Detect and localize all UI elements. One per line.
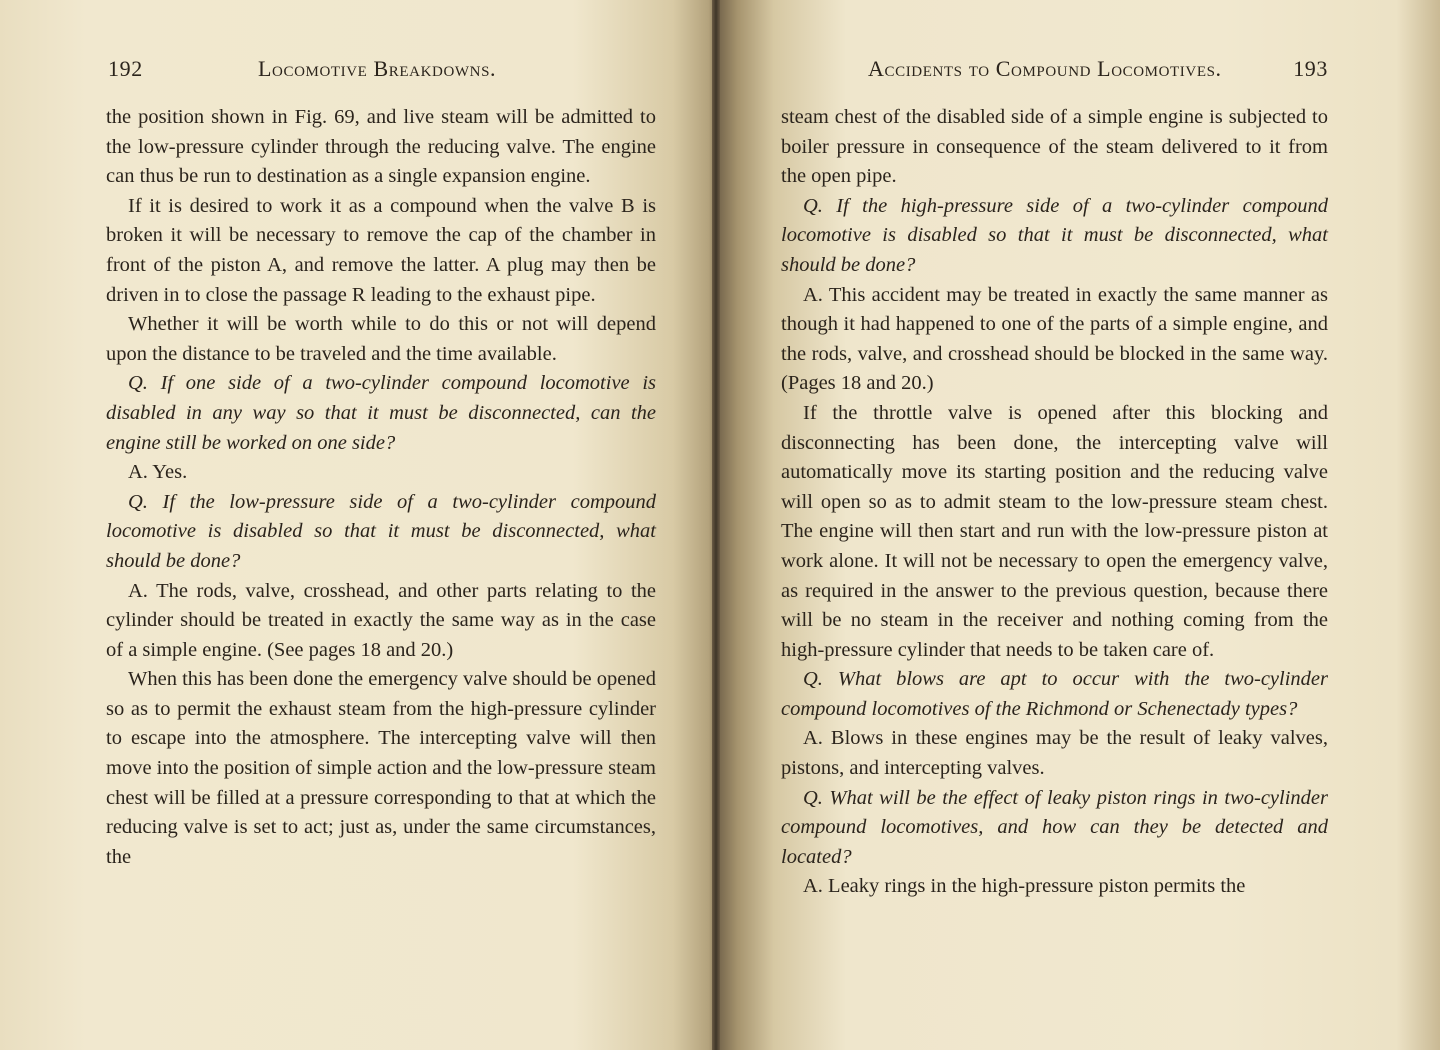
page-number: 192 — [108, 56, 143, 81]
book-gutter — [712, 0, 720, 1050]
question-paragraph: Q. What will be the effect of leaky piston rings in two-cylinder compound locomotives, and how can they be detected and located? — [781, 786, 1328, 868]
question-paragraph: Q. If the high-pressure side of a two-cylinder compound locomotive is disabled so that it must be disconnected, what should be done? — [781, 194, 1328, 276]
paragraph: If it is desired to work it as a compound when the valve B is broken it will be necessary to remove the cap of the chamber in front of the piston A, and remove the latter. A plug may then be driven in to close the passage R leading to the exhaust pipe. — [106, 194, 656, 306]
left-page-header — [108, 56, 660, 90]
paragraph: When this has been done the emergency valve should be opened so as to permit the exhaust steam from the high-pressure cylinder to escape into the atmosphere. The intercepting valve will then move into the position of simple action and the low-pressure steam chest will be filled at a pressure corresponding to that at which the reducing valve is set to act; just as, under the same circumstances, the — [106, 668, 656, 868]
answer-paragraph: A. The rods, valve, crosshead, and other parts relating to the cylinder should be treated in exactly the same way as in the case of a simple engine. (See pages 18 and 20.) — [106, 579, 656, 661]
paragraph: the position shown in Fig. 69, and live steam will be admitted to the low-pressure cylinder through the reducing valve. The engine can thus be run to destination as a single expansion engine. — [106, 106, 656, 188]
question-paragraph: Q. If one side of a two-cylinder compound locomotive is disabled in any way so that it must be disconnected, can the engine still be worked on one side? — [106, 372, 656, 454]
answer-paragraph: A. Leaky rings in the high-pressure piston permits the — [803, 875, 1246, 898]
answer-paragraph: A. Blows in these engines may be the result of leaky valves, pistons, and intercepting valves. — [781, 727, 1328, 780]
question-paragraph: Q. If the low-pressure side of a two-cylinder compound locomotive is disabled so that it must be disconnected, what should be done? — [106, 490, 656, 572]
running-head: Accidents to Compound Locomotives. — [868, 56, 1222, 81]
paragraph: steam chest of the disabled side of a simple engine is subjected to boiler pressure in consequence of the steam delivered to it from the open pipe. — [781, 106, 1328, 188]
paragraph: If the throttle valve is opened after this blocking and disconnecting has been done, the intercepting valve will automatically move its starting position and the reducing valve will open so as to admit steam to the low-pressure steam chest. The engine will then start and run with the low-pressure piston at work alone. It will not be necessary to open the emergency valve, as required in the answer to the previous question, because there will be no steam in the receiver and nothing coming from the high-pressure cylinder that needs to be taken care of. — [781, 401, 1328, 661]
answer-paragraph: A. Yes. — [128, 461, 188, 484]
right-page-body — [781, 103, 1328, 902]
left-page — [0, 0, 716, 1050]
right-page-header — [868, 56, 1328, 90]
answer-paragraph: A. This accident may be treated in exactly the same manner as though it had happened to one of the parts of a simple engine, and the rods, valve, and crosshead should be blocked in the same way. (Pages 18 and 20.) — [781, 283, 1328, 395]
right-page — [716, 0, 1440, 1050]
page-number: 193 — [1293, 56, 1328, 81]
paragraph: Whether it will be worth while to do this or not will depend upon the distance to be traveled and the time available. — [106, 313, 656, 365]
running-head: Locomotive Breakdowns. — [258, 56, 497, 81]
left-page-body — [106, 103, 656, 872]
question-paragraph: Q. What blows are apt to occur with the two-cylinder compound locomotives of the Richmond or Schenectady types? — [781, 668, 1328, 720]
